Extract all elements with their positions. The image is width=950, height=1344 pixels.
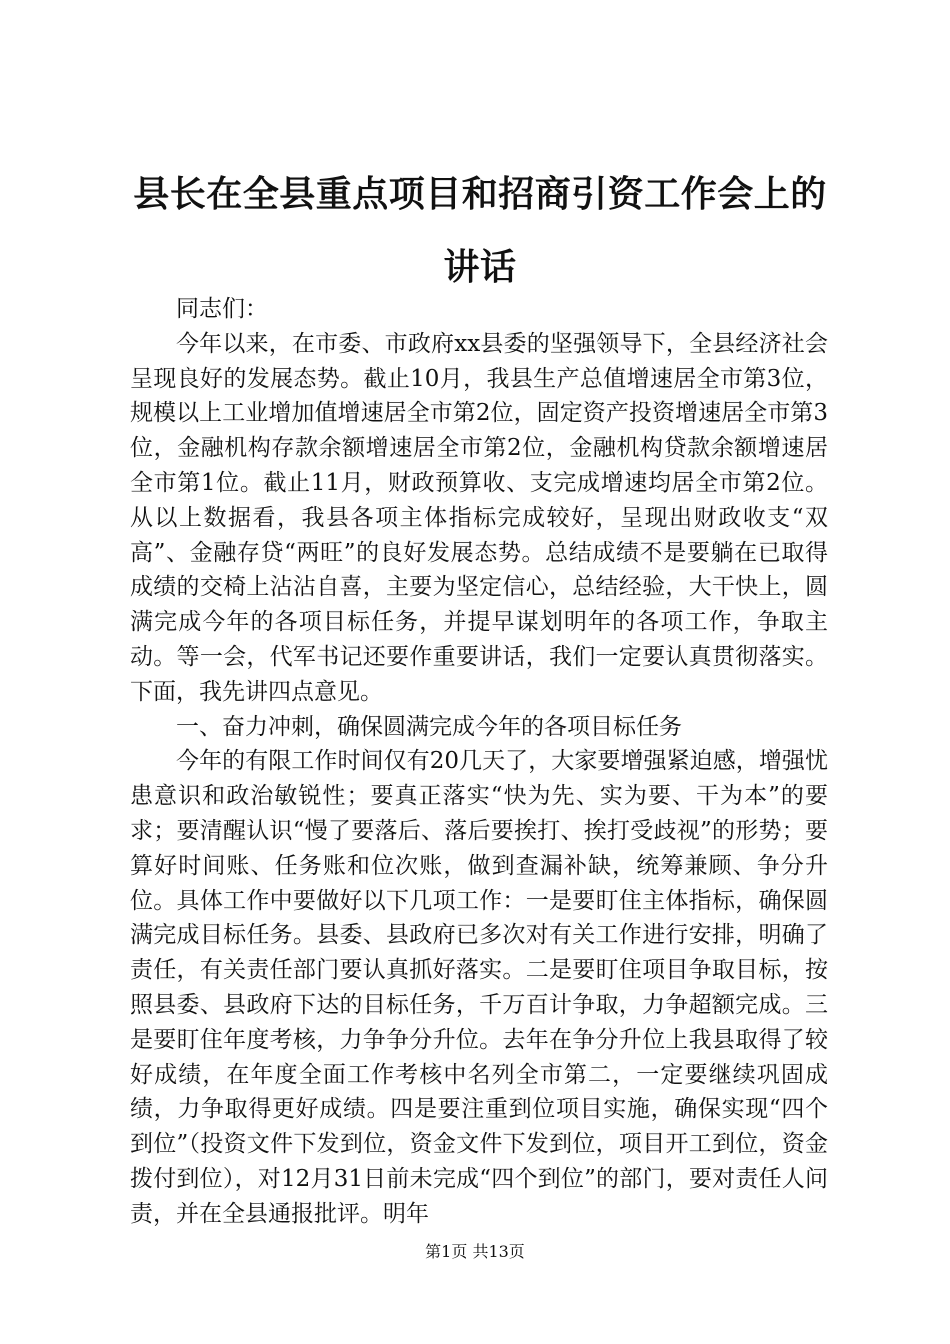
salutation-paragraph: 同志们： xyxy=(176,296,268,322)
document-title: 县长在全县重点项目和招商引资工作会上的讲话 xyxy=(133,174,827,288)
section-paragraph: 今年的有限工作时间仅有20几天了，大家要增强紧迫感，增强忧患意识和政治敏锐性；要真正落实“快为先、实为要、干为本”的要求；要清醒认识“慢了要落后、落后要挨打、挨打受歧视”的形势；要算好时间账、任务账和位次账，做到查漏补缺，统筹兼顾、争分升位。具体工作中要做好以下几项工作：一是要盯住主体指标，确保圆满完成目标任务。县委、县政府已多次对有关工作进行安排，明确了责任，有关责任部门要认真抓好落实。二是要盯住项目争取目标，按照县委、县政府下达的目标任务，千万百计争取，力争超额完成。三是要盯住年度考核，力争争分升位。去年在争分升位上我县取得了较好成绩，在年度全面工作考核中名列全市第二，一定要继续巩固成绩，力争取得更好成绩。四是要注重到位项目实施，确保实现“四个到位”（投资文件下发到位，资金文件下发到位，项目开工到位，资金拨付到位），对12月31日前未完成“四个到位”的部门，要对责任人问责，并在全县通报批评。明年 xyxy=(130,748,828,1227)
intro-paragraph: 今年以来，在市委、市政府xx县委的坚强领导下，全县经济社会呈现良好的发展态势。截止10月，我县生产总值增速居全市第3位，规模以上工业增加值增速居全市第2位，固定资产投资增速居全市第3位，金融机构存款余额增速居全市第2位，金融机构贷款余额增速居全市第1位。截止11月，财政预算收、支完成增速均居全市第2位。从以上数据看，我县各项主体指标完成较好，呈现出财政收支“双高”、金融存贷“两旺”的良好发展态势。总结成绩不是要躺在已取得成绩的交椅上沾沾自喜，主要为坚定信心，总结经验，大干快上，圆满完成今年的各项目标任务，并提早谋划明年的各项工作，争取主动。等一会，代军书记还要作重要讲话，我们一定要认真贯彻落实。下面，我先讲四点意见。 xyxy=(130,330,828,705)
page-number-footer: 第1页 共13页 xyxy=(425,1242,525,1261)
section-heading: 一、奋力冲刺，确保圆满完成今年的各项目标任务 xyxy=(176,713,682,740)
document-body xyxy=(130,292,828,1232)
